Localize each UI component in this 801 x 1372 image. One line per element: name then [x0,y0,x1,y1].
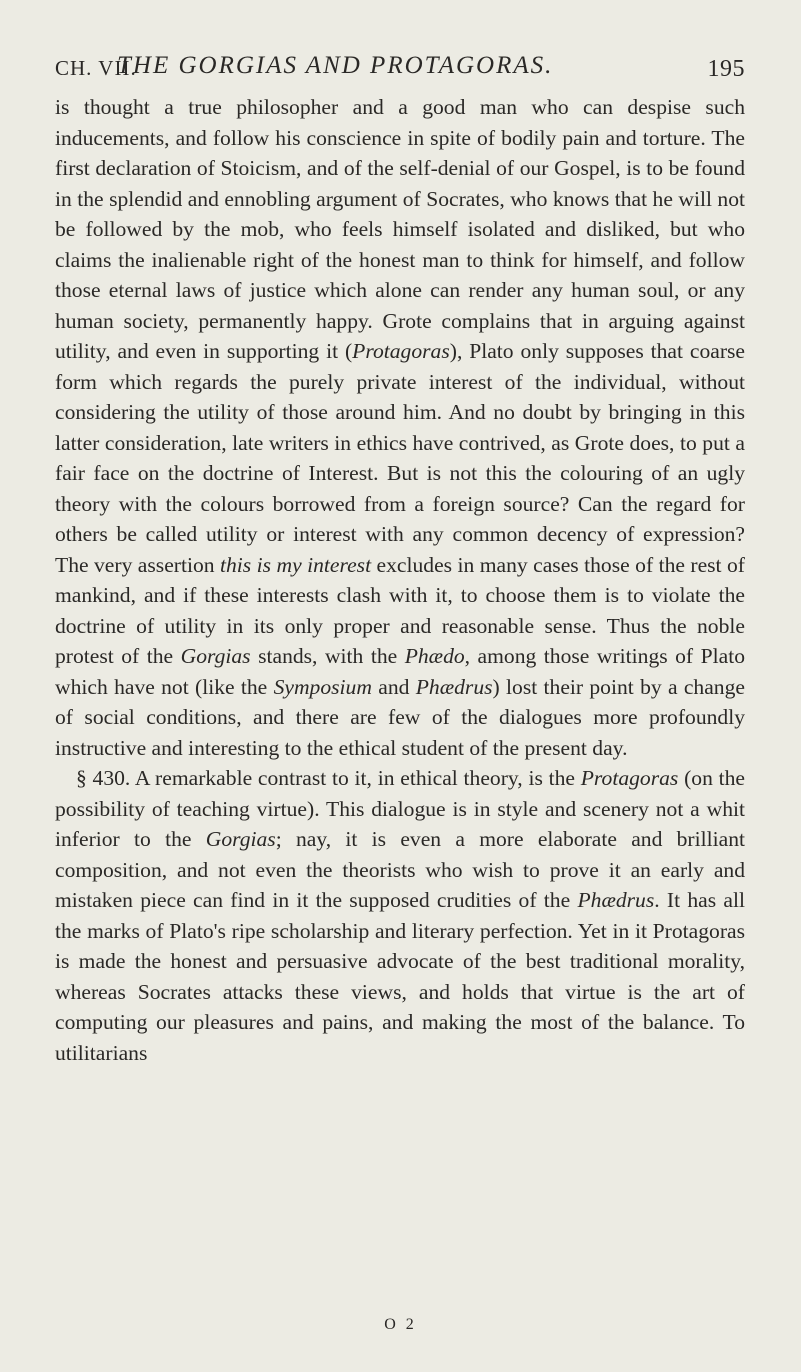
italic-title-text: Gorgias [205,827,276,851]
italic-title-text: Phædo [404,644,465,668]
italic-title-text: Phædrus [577,888,655,912]
italic-title-text: Protagoras [580,766,679,790]
italic-title-text: Protagoras [352,339,450,363]
text-run: , among those writings of Plato which have not (like the [55,644,745,699]
text-run: ) lost their point by a change of social conditions, and there are few of the dialogues more profoundly instructive and interesting to the ethical student of the present day. [55,674,745,760]
chapter-label: CH. VII. [55,56,137,80]
text-run: . It has all the marks of Plato's ripe scholarship and literary perfection. Yet in it Protagoras is made the honest and persuasive advocate of the best traditional morality, whereas Socrates attacks these views, and holds that virtue is the art of computing our pleasures and pains, and making the most of the balance. To utilitarians [55,888,746,1065]
text-run: stands, with the [250,644,405,668]
page-number: 195 [707,56,745,82]
italic-title-text: Symposium [273,674,372,699]
paragraph-2 [55,763,745,1068]
text-run: ), Plato only supposes that coarse form which regards the purely private interest of the individual, without considering the utility of those around him. And no doubt by bringing in this latter consideration, late writers in ethics have contrived, as Grote does, to put a fair face on the doctrine of Interest. But is not this the colouring of an ugly theory with the colours borrowed from a foreign source? Can the regard for others be called utility or interest with any common decency of expression? The very assertion [55,339,746,577]
italic-title-text: Gorgias [180,644,251,668]
text-run: (on the possibility of teaching virtue). This dialogue is in style and scenery not a whit inferior to the [55,766,745,851]
text-run: ; nay, it is even a more elaborate and brilliant composition, and not even the theorists who wish to prove it an early and mistaken piece can find in it the supposed crudities of the [55,827,746,912]
running-header [55,52,745,92]
paragraph-1 [55,92,745,763]
text-run: excludes in many cases those of the rest of mankind, and if these interests clash with it, to choose them is to violate the doctrine of utility in its only proper and reasonable sense. Thus the noble protest of the [55,552,745,668]
italic-title-text: Phædrus [415,674,493,699]
running-title: THE GORGIAS AND PROTAGORAS. [117,52,554,79]
signature-mark: O 2 [384,1316,417,1333]
text-run: and [371,674,416,699]
text-run: § 430. A remarkable contrast to it, in ethical theory, is the [76,766,581,790]
body-text [55,92,745,1068]
italic-title-text: this is my interest [220,552,372,577]
text-run: is thought a true philosopher and a good man who can despise such inducements, and follow his conscience in spite of bodily pain and torture. The first declaration of Stoicism, and of the self-denial of our Gospel, is to be found in the splendid and ennobling argument of Socrates, who knows that he will not be followed by the mob, who feels himself isolated and disliked, but who claims the inalienable right of the honest man to think for himself, and follow those eternal laws of justice which alone can render any human soul, or any human society, permanently happy. Grote complains that in arguing against utility, and even in supporting it ( [55,95,745,363]
